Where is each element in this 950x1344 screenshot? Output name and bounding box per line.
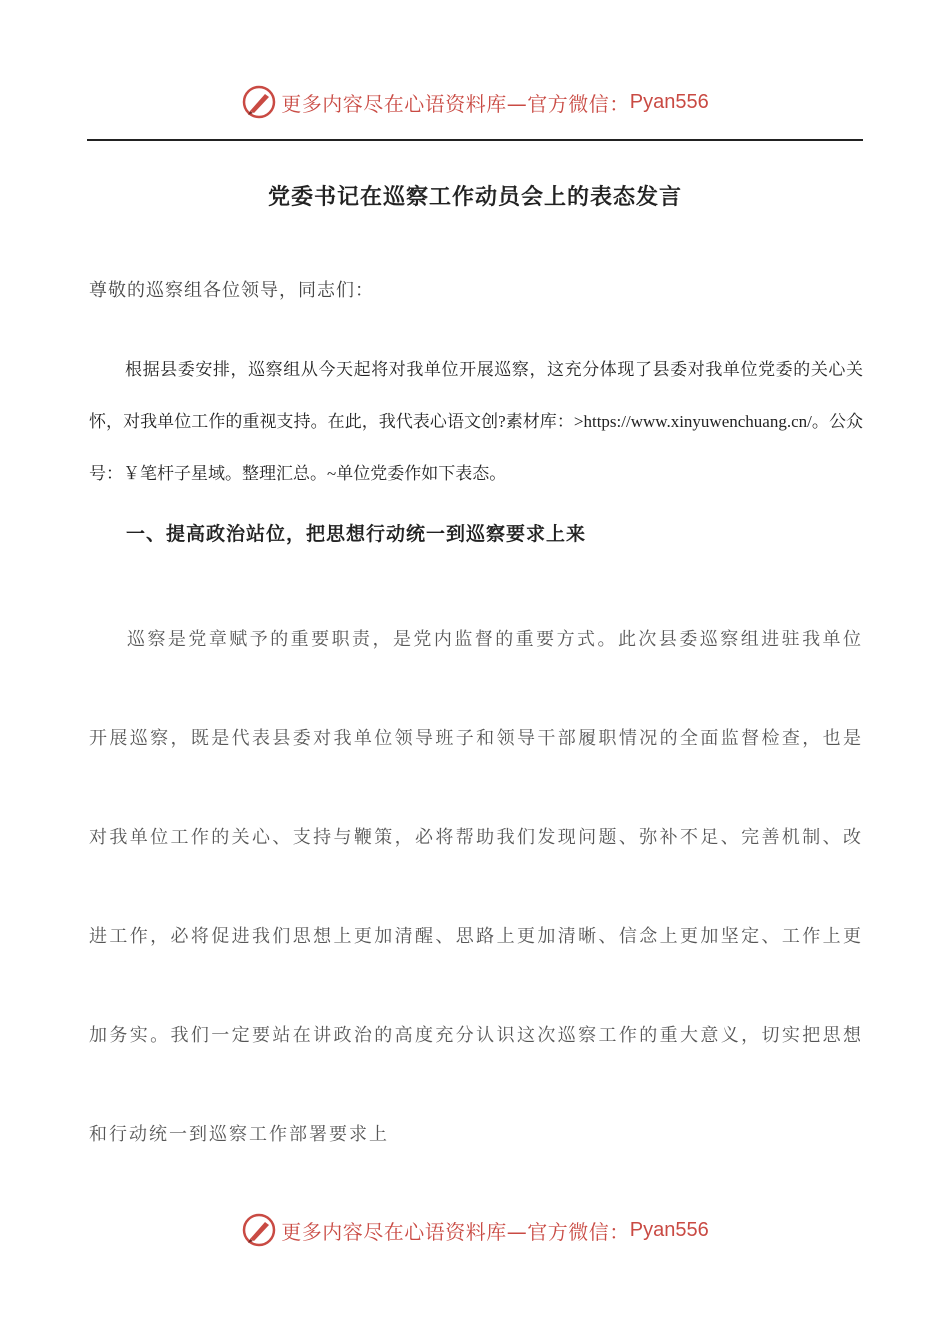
header-divider <box>87 139 863 141</box>
footer-wechat-id: Pyan556 <box>629 1218 709 1241</box>
footer-main-text: 更多内容尽在心语资料库 <box>281 1219 507 1244</box>
footer-separator-text: —官方微信： <box>506 1219 630 1244</box>
document-title: 党委书记在巡察工作动员会上的表态发言 <box>267 184 682 210</box>
footer-banner <box>0 1212 950 1248</box>
intro-paragraph: 根据县委安排，巡察组从今天起将对我单位开展巡察，这充分体现了县委对我单位党委的关心关怀，对我单位工作的重视支持。在此，我代表心语文创?素材库：>https://www.xinyuwenchuang.cn/。公众号：￥笔杆子星域。整理汇总。~单位党委作如下表态。 <box>89 360 863 483</box>
body-paragraph: 巡察是党章赋予的重要职责，是党内监督的重要方式。此次县委巡察组进驻我单位开展巡察，既是代表县委对我单位领导班子和领导干部履职情况的全面监督检查，也是对我单位工作的关心、支持与鞭策，必将帮助我们发现问题、弥补不足、完善机制、改进工作，必将促进我们思想上更加清醒、思路上更加清晰、信念上更加坚定、工作上更加务实。我们一定要站在讲政治的高度充分认识这次巡察工作的重大意义，切实把思想和行动统一到巡察工作部署要求上 <box>89 629 863 1145</box>
section-heading: 一、提高政治站位，把思想行动统一到巡察要求上来 <box>126 523 587 545</box>
banner-separator-text: —官方微信： <box>506 91 630 116</box>
banner-wechat-id: Pyan556 <box>629 90 709 113</box>
greeting: 尊敬的巡察组各位领导，同志们： <box>89 280 374 301</box>
banner-main-text: 更多内容尽在心语资料库 <box>281 91 507 116</box>
pen-logo-icon <box>241 84 277 120</box>
header-banner <box>0 84 950 120</box>
pen-logo-icon <box>241 1212 277 1248</box>
